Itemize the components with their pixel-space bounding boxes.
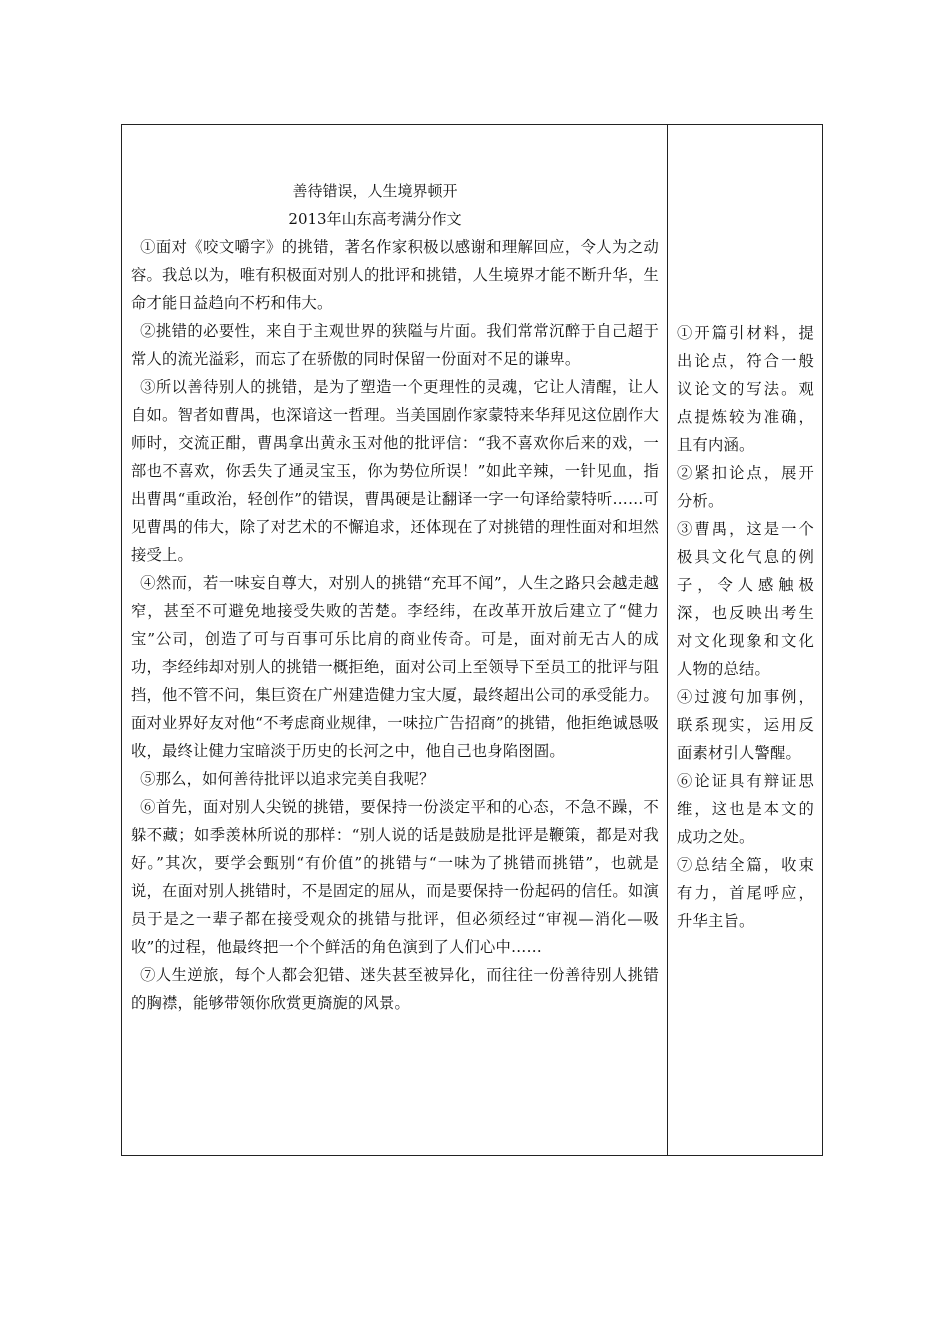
comment-7: ⑦总结全篇，收束有力，首尾呼应，升华主旨。 xyxy=(677,856,814,930)
essay-paragraph-4: ④然而，若一味妄自尊大，对别人的挑错“充耳不闻”，人生之路只会越走越窄，甚至不可避免地接受失败的苦楚。李经纬，在改革开放后建立了“健力宝”公司，创造了可与百事可乐比肩的商业传奇。可是，面对前无古人的成功，李经纬却对别人的挑错一概拒绝，面对公司上至领导下至员工的批评与阻挡，他不管不问，集巨资在广州建造健力宝大厦，最终超出公司的承受能力。面对业界好友对他“不考虑商业规律，一味拉广告招商”的挑错，他拒绝诚恳吸收，最终让健力宝暗淡于历史的长河之中，他自己也身陷囹圄。 xyxy=(131,574,659,760)
comment-6: ⑥论证具有辩证思维，这也是本文的成功之处。 xyxy=(677,772,814,846)
essay-subtitle: 2013年山东高考满分作文 xyxy=(288,210,462,228)
essay-cell xyxy=(122,125,668,1155)
essay-paragraph-5: ⑤那么，如何善待批评以追求完美自我呢？ xyxy=(140,770,435,788)
comment-4: ④过渡句加事例，联系现实，运用反面素材引人警醒。 xyxy=(677,688,814,762)
comment-cell xyxy=(668,125,822,1155)
essay-table xyxy=(121,124,823,1156)
essay-title: 善待错误，人生境界顿开 xyxy=(292,182,458,200)
comment-2: ②紧扣论点，展开分析。 xyxy=(677,464,814,510)
comment-3: ③曹禺，这是一个极具文化气息的例子，令人感触极深，也反映出考生对文化现象和文化人物的总结。 xyxy=(677,520,814,678)
essay-paragraph-6: ⑥首先，面对别人尖锐的挑错，要保持一份淡定平和的心态，不急不躁，不躲不藏；如季羡林所说的那样：“别人说的话是鼓励是批评是鞭策，都是对我好。”其次，要学会甄别“有价值”的挑错与“一味为了挑错而挑错”，也就是说，在面对别人挑错时，不是固定的屈从，而是要保持一份起码的信任。如演员于是之一辈子都在接受观众的挑错与批评，但必须经过“审视—消化—吸收”的过程，他最终把一个个鲜活的角色演到了人们心中…… xyxy=(131,798,659,956)
comment-1: ①开篇引材料，提出论点，符合一般议论文的写法。观点提炼较为准确，且有内涵。 xyxy=(677,324,814,454)
essay-paragraph-2: ②挑错的必要性，来自于主观世界的狭隘与片面。我们常常沉醉于自己超于常人的流光溢彩，而忘了在骄傲的同时保留一份面对不足的谦卑。 xyxy=(131,322,659,368)
essay-paragraph-1: ①面对《咬文嚼字》的挑错，著名作家积极以感谢和理解回应，令人为之动容。我总以为，唯有积极面对别人的批评和挑错，人生境界才能不断升华，生命才能日益趋向不朽和伟大。 xyxy=(131,238,659,312)
essay-paragraph-3: ③所以善待别人的挑错，是为了塑造一个更理性的灵魂，它让人清醒，让人自如。智者如曹禺，也深谙这一哲理。当美国剧作家蒙特来华拜见这位剧作大师时，交流正酣，曹禺拿出黄永玉对他的批评信：“我不喜欢你后来的戏，一部也不喜欢，你丢失了通灵宝玉，你为势位所误！”如此辛辣，一针见血，指出曹禺“重政治，轻创作”的错误，曹禺硬是让翻译一字一句译给蒙特听……可见曹禺的伟大，除了对艺术的不懈追求，还体现在了对挑错的理性面对和坦然接受上。 xyxy=(131,378,659,564)
essay-paragraph-7: ⑦人生逆旅，每个人都会犯错、迷失甚至被异化，而往往一份善待别人挑错的胸襟，能够带领你欣赏更旖旎的风景。 xyxy=(131,966,659,1012)
